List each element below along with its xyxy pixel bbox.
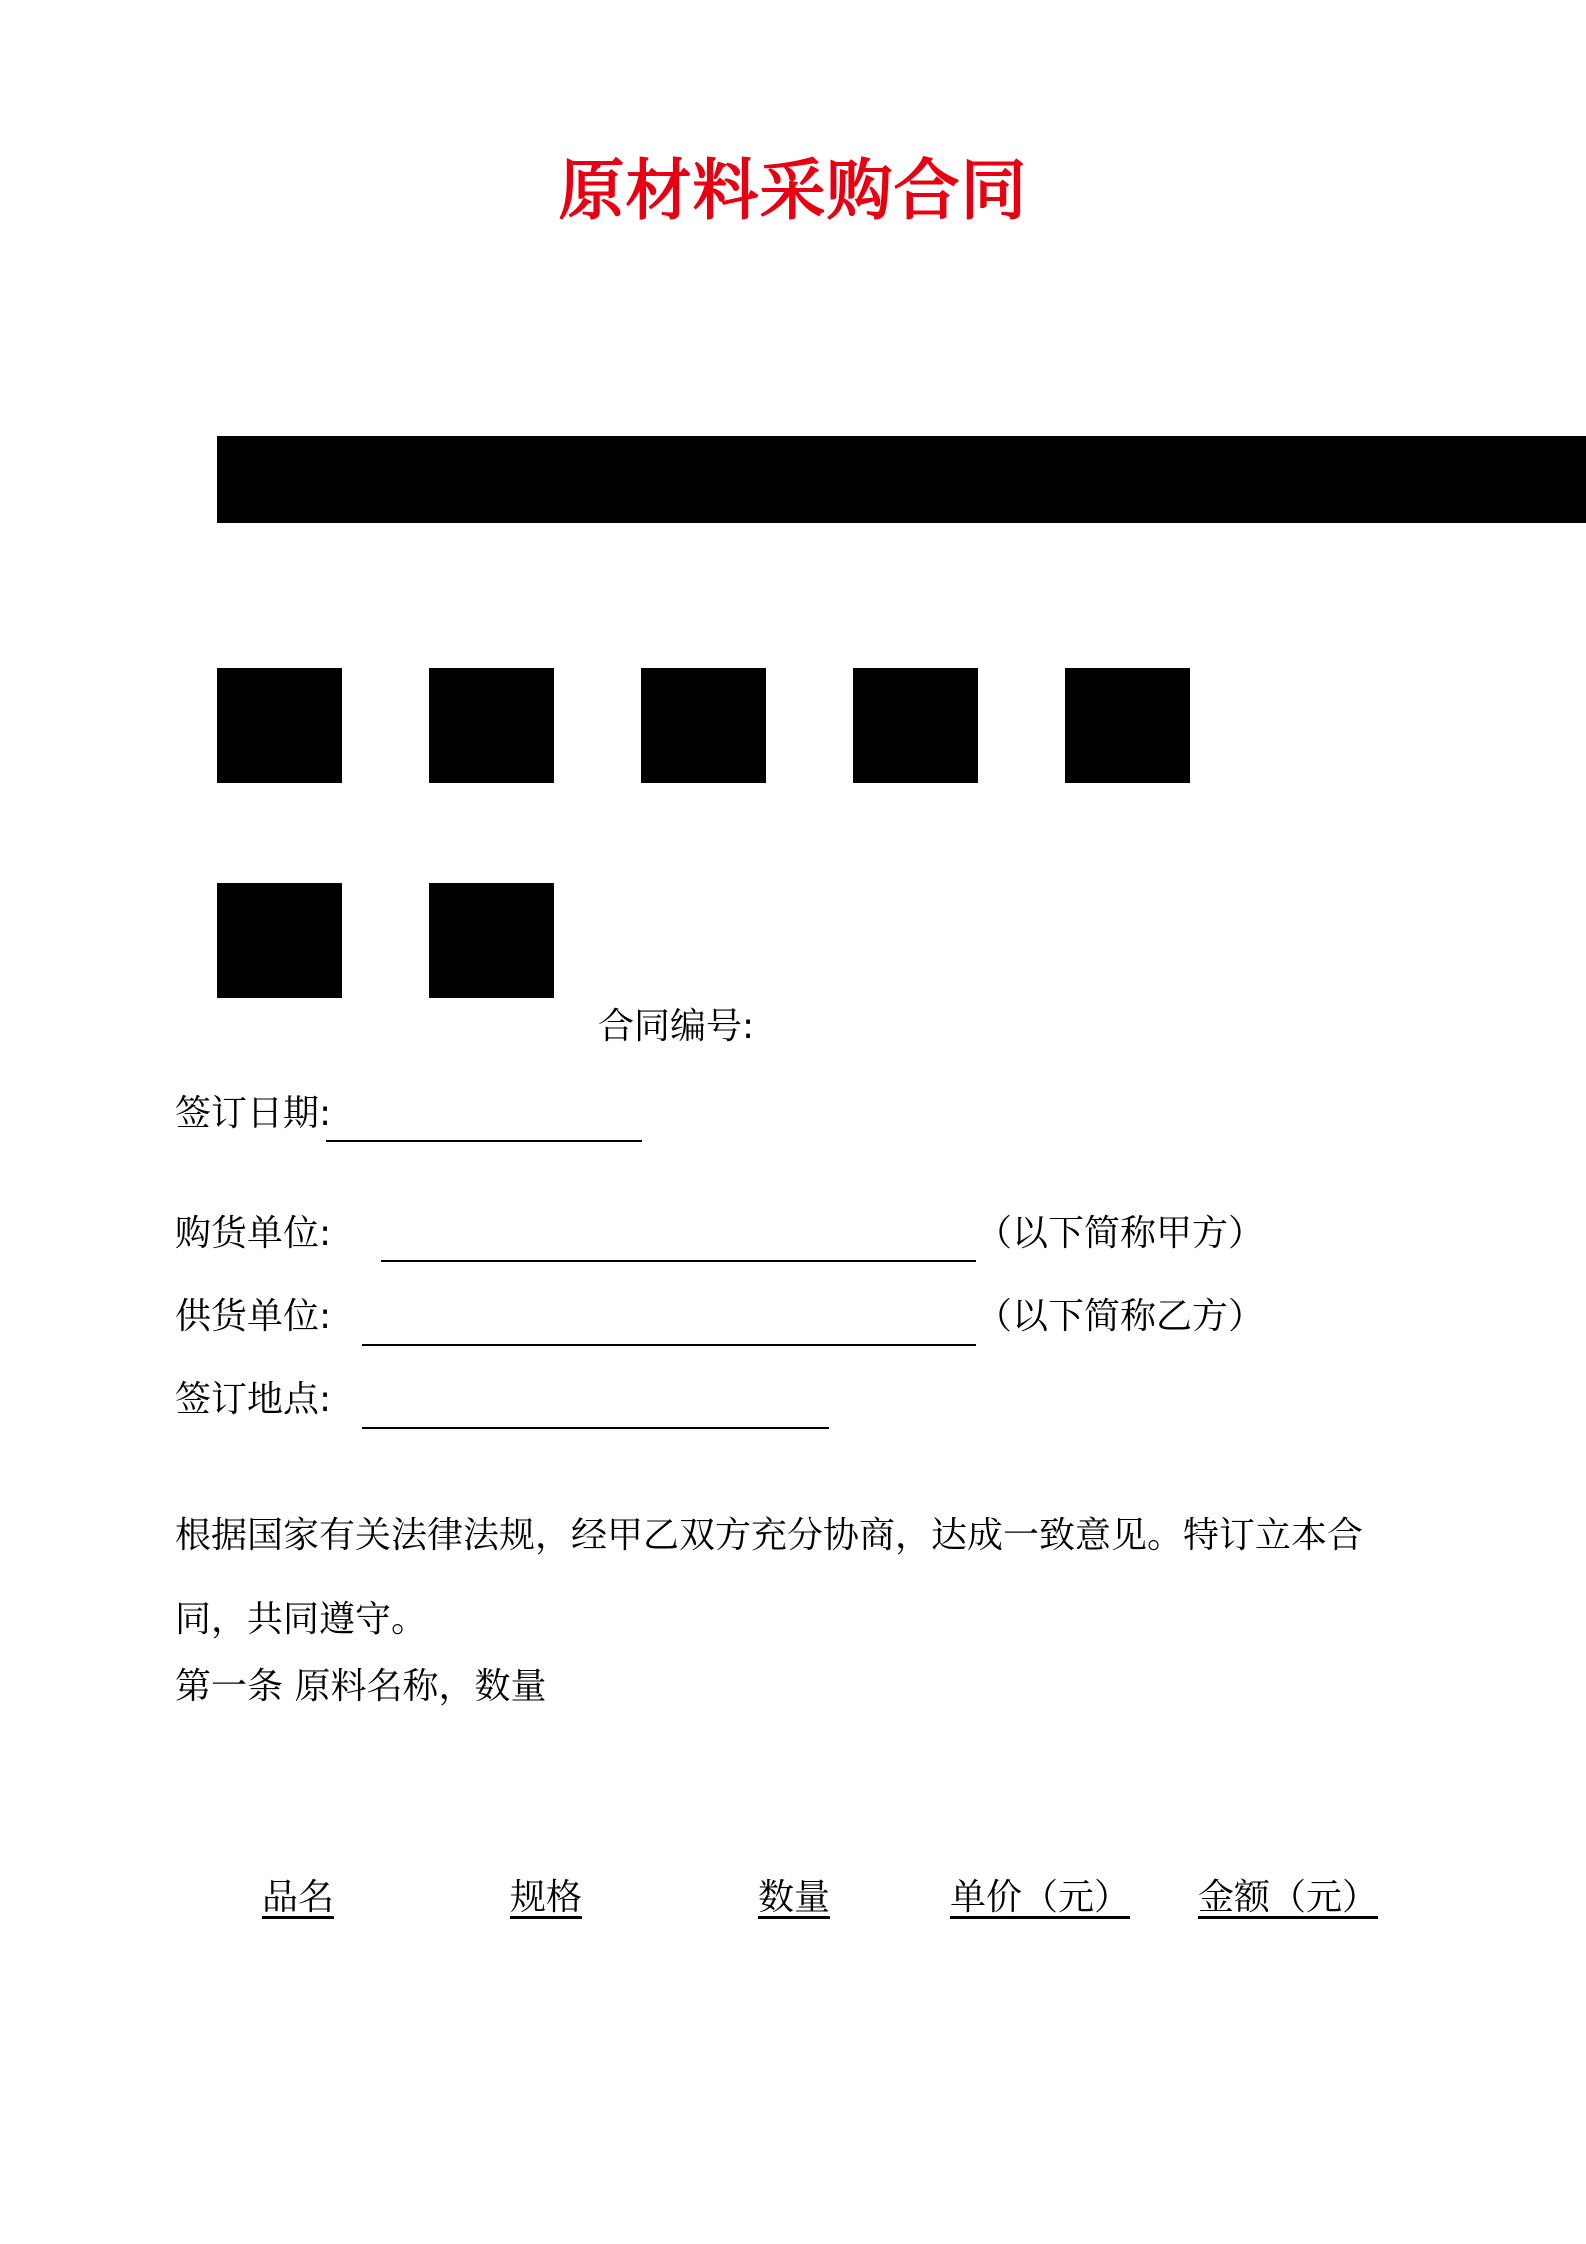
article-1-heading: 第一条 原料名称，数量 [175,1666,547,1707]
redaction-block [217,883,342,998]
table-header-quantity: 数量 [758,1877,831,1918]
redaction-block [641,668,766,783]
buyer-blank[interactable] [381,1260,976,1262]
redaction-block [853,668,978,783]
buyer-suffix: （以下简称甲方） [976,1213,1265,1254]
supplier-blank[interactable] [362,1344,976,1346]
redaction-block [429,883,554,998]
buyer-label: 购货单位: [175,1213,332,1254]
supplier-label: 供货单位: [175,1296,332,1337]
redaction-block [1065,668,1190,783]
supplier-suffix: （以下简称乙方） [976,1296,1265,1337]
redaction-bar [217,436,1586,523]
sign-place-label: 签订地点: [175,1379,332,1420]
table-header-unit-price: 单价（元） [950,1877,1131,1918]
sign-place-blank[interactable] [362,1427,829,1429]
intro-paragraph: 根据国家有关法律法规，经甲乙双方充分协商，达成一致意见。特订立本合同，共同遵守。 [175,1515,1364,1640]
contract-number-label: 合同编号: [598,1006,755,1047]
table-header-amount: 金额（元） [1198,1877,1379,1918]
table-header-spec: 规格 [510,1877,583,1918]
redaction-block [217,668,342,783]
sign-date-blank[interactable] [326,1140,642,1142]
redaction-block [429,668,554,783]
table-header-product-name: 品名 [262,1877,335,1918]
document-title: 原材料采购合同 [558,152,1028,229]
sign-date-label: 签订日期: [175,1093,332,1134]
